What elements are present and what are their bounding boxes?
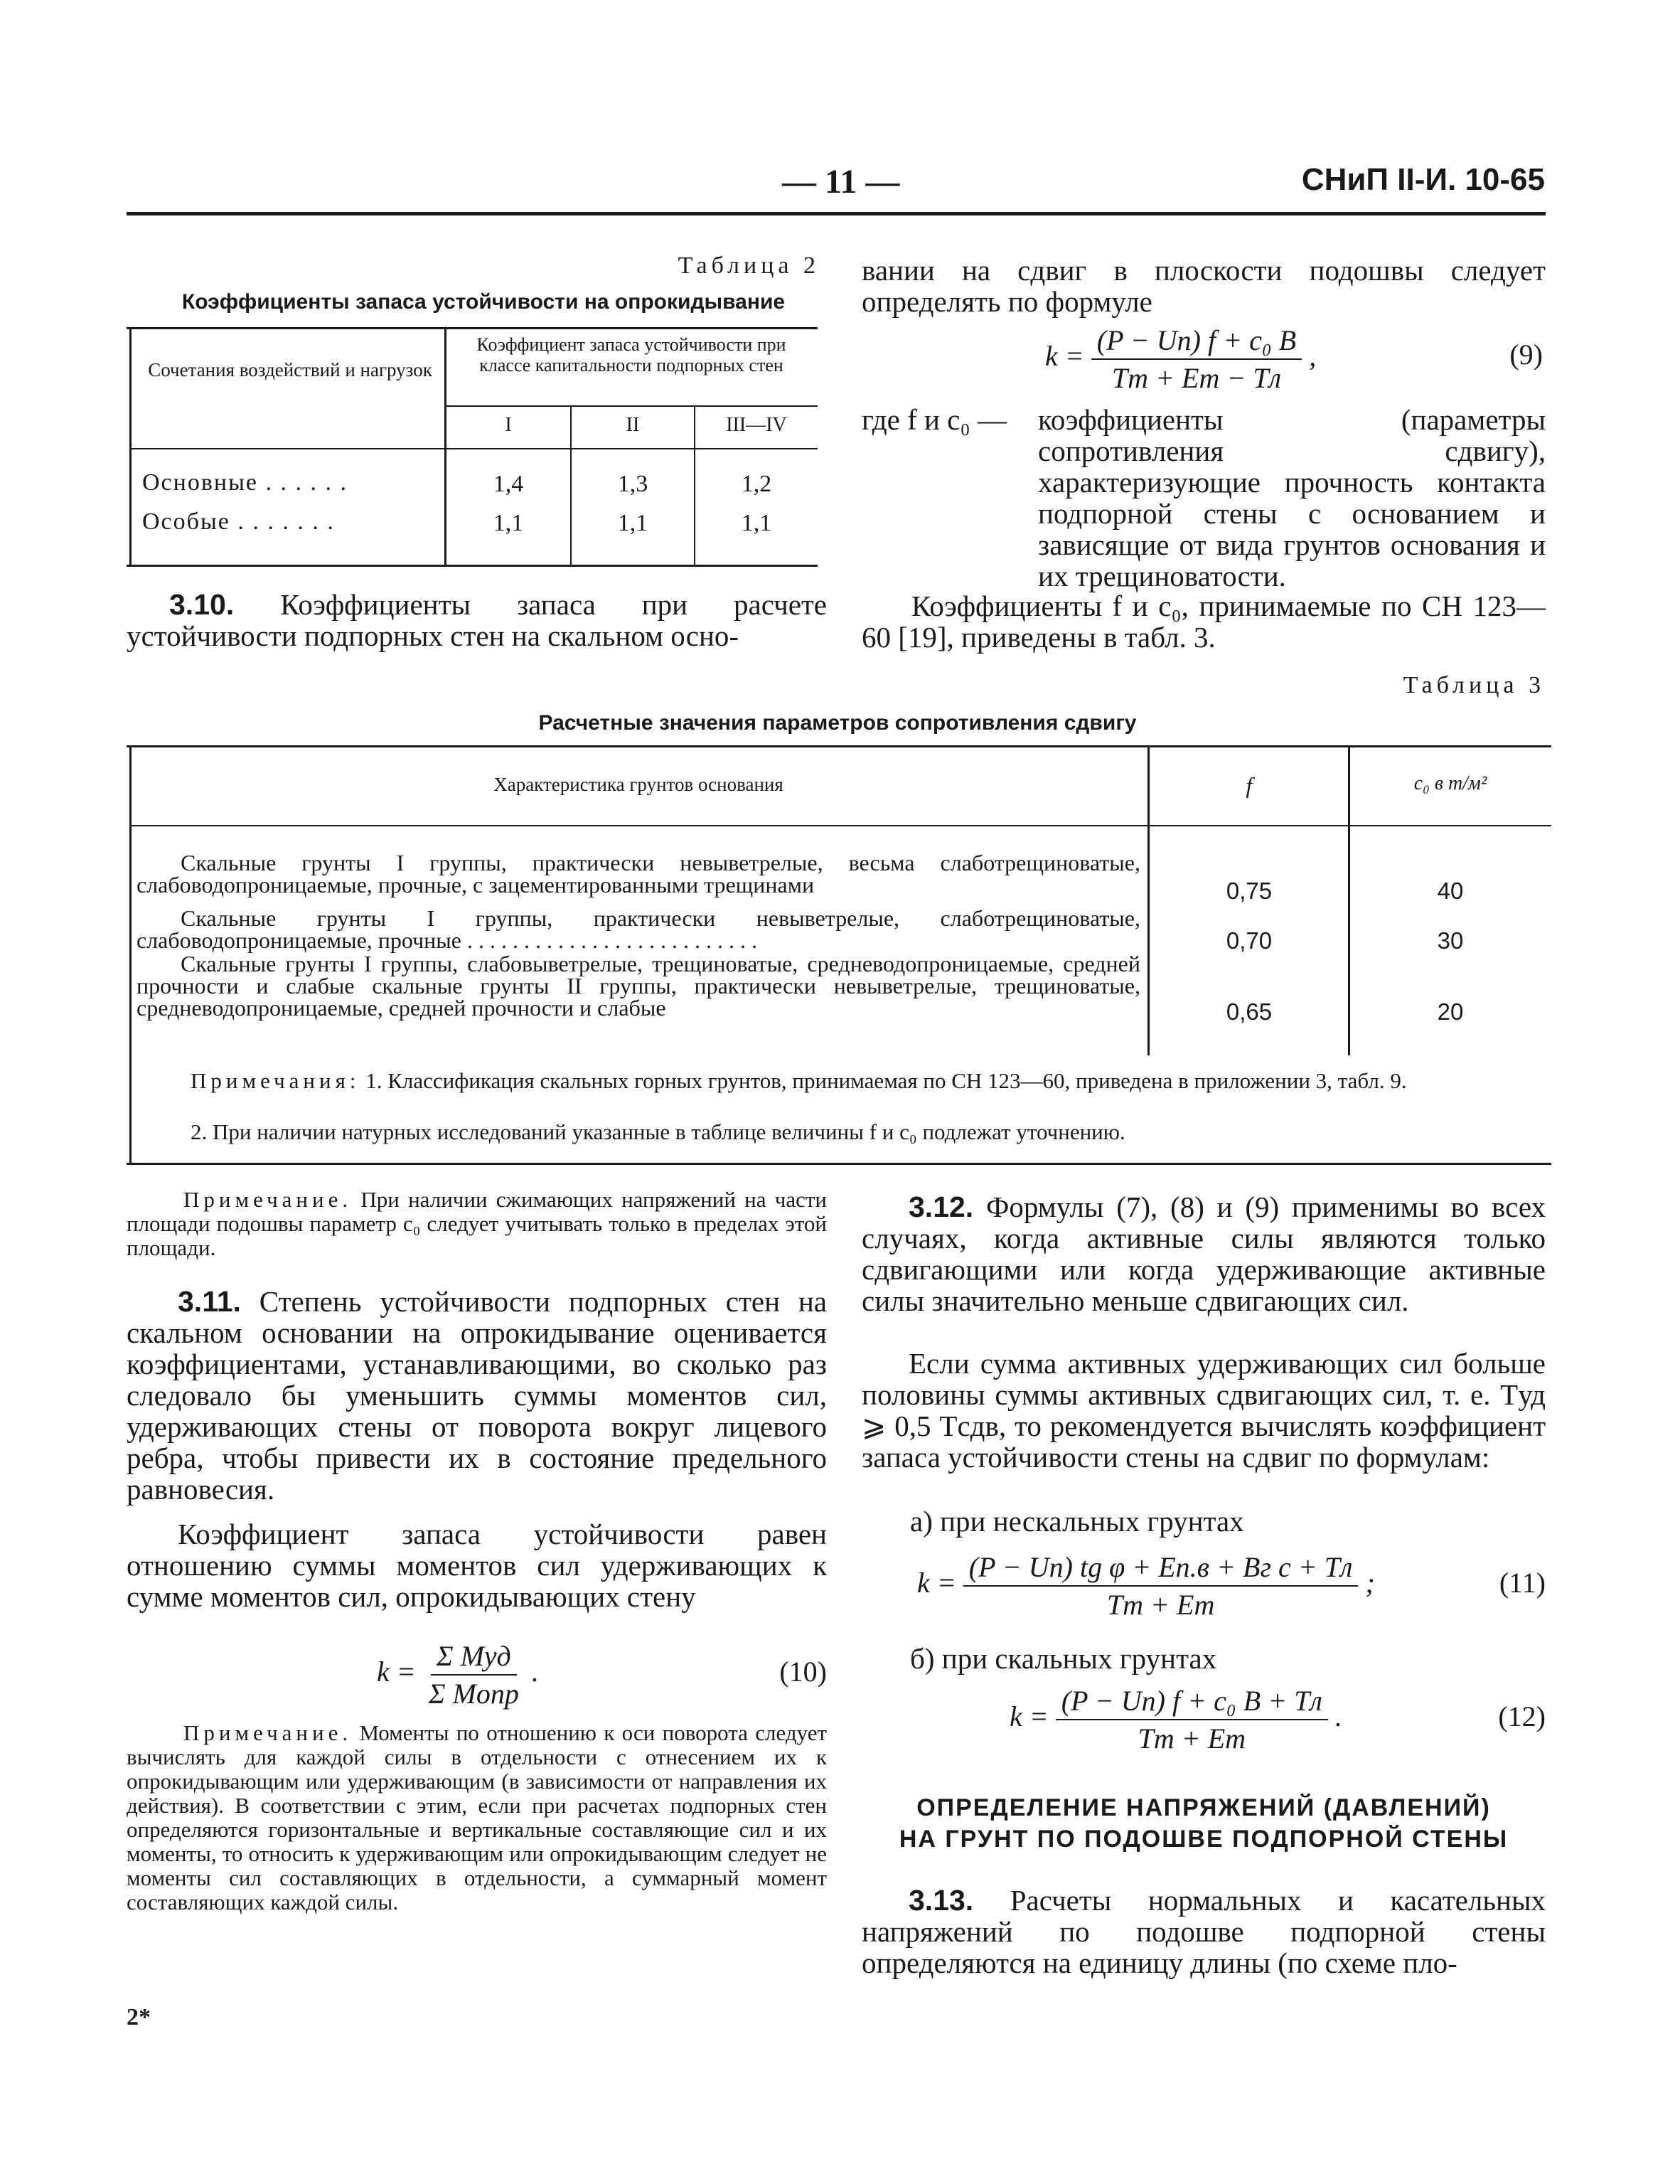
table3-head-f: f (1246, 772, 1253, 798)
table2-cell: 1,1 (741, 510, 772, 536)
paragraph-3-11-ratio: Коэффициент запаса устойчивости равен отношению суммы моментов сил удерживающих к сумме моментов сил, опрокидывающих стену (127, 1518, 827, 1613)
table3-row-3-desc: Скальные грунты I группы, слабовыветрелые, трещиноватые, средневодопроницаемые, средней прочности и слабые скальные грунты II группы, практически невыветрелые, трещиноватые, средневодопроницаемые, средней прочности и слабые (137, 951, 1140, 1021)
equation-number: (10) (779, 1656, 827, 1688)
paragraph-number: 3.12. (909, 1190, 974, 1223)
table2-left-rule (129, 327, 132, 567)
formula-denominator: Tт + Eт (1106, 1589, 1215, 1621)
table3-col-divider-1 (1147, 745, 1150, 1055)
table2-title: Коэффициенты запаса устойчивости на опрокидывание (181, 290, 786, 314)
table2-class-2: II (626, 414, 640, 436)
formula-denominator: Tт + Eт (1138, 1722, 1246, 1754)
note-label: Примечание. (183, 1187, 353, 1212)
table3-row-2-f: 0,70 (1226, 927, 1273, 954)
formula-lhs: k = (1010, 1700, 1049, 1733)
table2-label: Таблица 2 (678, 252, 820, 279)
document-code: СНиП II-И. 10-65 (1301, 162, 1545, 197)
formula-lhs: k = (377, 1656, 416, 1688)
table3-row-1-f: 0,75 (1226, 878, 1273, 904)
table2-head-group: Коэффициент запаса устойчивости при классе капитальности подпорных стен (476, 334, 786, 375)
case-b: б) при скальных грунтах (910, 1642, 1217, 1675)
formula-numerator: Σ Mуд (431, 1639, 517, 1676)
table3-row-3-c0: 20 (1437, 998, 1464, 1025)
table2-cell: 1,3 (617, 471, 648, 497)
paragraph-number: 3.10. (169, 588, 235, 621)
table2-top-rule (127, 327, 818, 329)
formula-denominator: Tт + Eт − Tл (1111, 362, 1282, 394)
section-heading-line: НА ГРУНТ ПО ПОДОШВЕ ПОДПОРНОЙ СТЕНЫ (899, 1826, 1509, 1853)
where-lead: где f и c₀ — (862, 403, 1007, 436)
table3-row-2-c0: 30 (1437, 927, 1464, 954)
table3-row-1-c0: 40 (1437, 878, 1464, 904)
table3-note-1: Примечания: 1. Классификация скальных горных грунтов, принимаемая по СН 123—60, приведена в приложении 3, табл. 9. (191, 1068, 1407, 1093)
formula-11: k = $\frac{\text{(P − Uп) tg φ + Eп.в + Bг c + Tл}}{Tт + Eт}$ ; (11) (917, 1551, 1546, 1621)
table2-cell: 1,1 (617, 510, 648, 536)
table2-cell: 1,2 (741, 471, 772, 497)
table2-cell: 1,1 (493, 510, 524, 536)
paragraph-3-12-condition: Если сумма активных удерживающих сил больше половины суммы активных сдвигающих сил, т. е. Tуд ⩾ 0,5 Tсдв, то рекомендуется вычислять коэффициент запаса устойчивости стены на сдвиг по формулам: (862, 1347, 1546, 1474)
table3-col-divider-2 (1348, 745, 1350, 1055)
paragraph-number: 3.13. (909, 1884, 974, 1917)
paragraph-3-13: 3.13. Расчеты нормальных и касательных напряжений по подошве подпорной стены определяются на единицу длины (по схеме пло- (862, 1884, 1546, 1979)
paragraph-number: 3.11. (178, 1285, 241, 1318)
paragraph-3-12: 3.12. Формулы (7), (8) и (9) применимы во всех случаях, когда активные силы являются только сдвигающими или когда удерживающие активные силы значительно меньше сдвигающих сил. (862, 1190, 1546, 1317)
formula-12: k = $\frac{\text{(P − Uп) f + c₀ B + Tл}}{Tт + Eт}$ . (12) (1010, 1685, 1546, 1754)
formula-numerator: (P − Uп) tg φ + Eп.в + Bг c + Tл (963, 1550, 1359, 1587)
table3-row-1-desc: Скальные грунты I группы, практически невыветрелые, весьма слаботрещиноватые, слабоводопроницаемые, прочные, с зацементированными трещинами (137, 850, 1140, 897)
formula-lhs: k = (1045, 340, 1084, 373)
paragraph-3-10-continued: вании на сдвиг в плоскости подошвы следует определять по формуле (862, 254, 1546, 318)
table3-bottom-rule (127, 1163, 1551, 1165)
table2-row-special: Особые . . . . . . . (142, 508, 335, 535)
where-definition: коэффициенты (параметры сопротивления сдвигу), характеризующие прочность контакта подпорной стены с основанием и зависящие от вида грунтов основания и их трещиноватости. (1038, 403, 1546, 592)
notes-label: Примечания: (191, 1068, 360, 1093)
table2 (127, 327, 818, 567)
equation-number: (9) (1509, 339, 1543, 371)
note-moments: Примечание. Моменты по отношению к оси поворота следует вычислять для каждой силы в отдельности с отнесением их к опрокидывающим или удерживающим (в зависимости от направления их действия). В соответствии с этим, если при расчетах подпорных стен определяются горизонтальные и вертикальные составляющие сил и их моменты, то относить к удерживающим или опрокидывающим следует не моменты сил составляющих в отдельности, а суммарный момент составляющих каждой силы. (127, 1720, 828, 1914)
table2-cell: 1,4 (493, 471, 524, 497)
table3-row-3-f: 0,65 (1226, 998, 1273, 1025)
formula-fraction (423, 1639, 525, 1710)
table3-head-c0: c₀ в т/м² (1413, 772, 1487, 794)
table3 (127, 745, 1551, 1165)
table2-class-3: III—IV (726, 414, 787, 436)
formula-lhs: k = (917, 1567, 956, 1599)
table3-note-2: 2. При наличии натурных исследований указанные в таблице величины f и c₀ подлежат уточнению. (191, 1119, 1125, 1144)
note-label: Примечание. (183, 1720, 353, 1745)
table3-head-soil: Характеристика грунтов основания (493, 774, 783, 795)
table3-top-rule (127, 745, 1551, 747)
note-c0: Примечание. При наличии сжимающих напряжений на части площади подошвы параметр c₀ следует учитывать только в пределах этой площади. (127, 1187, 828, 1260)
table2-head-rule (129, 448, 818, 449)
table2-bottom-rule (127, 565, 818, 567)
equation-number: (11) (1499, 1567, 1546, 1599)
table3-row-2-desc: Скальные грунты I группы, практически невыветрелые, слаботрещиноватые, слабоводопроницаемые, прочные . . . . . . . . . . . . . . . . . . . . . . . . . . (137, 905, 1140, 953)
formula-9: k = $\frac{\text{(P − Uп) f + c₀ B}}{Tт + Eт - Tл}$ , (9) (1045, 324, 1543, 394)
table2-row-main: Основные . . . . . . (142, 469, 348, 496)
formula-numerator: (P − Uп) f + c₀ B (1091, 324, 1302, 360)
section-heading (862, 1792, 1546, 1855)
sheet-mark: 2* (127, 2004, 151, 2030)
formula-fraction (963, 1550, 1359, 1621)
coefficients-reference: Коэффициенты f и c₀, принимаемые по СН 123—60 [19], приведены в табл. 3. (862, 590, 1546, 654)
table3-head-rule (129, 825, 1551, 826)
table2-head-combinations: Сочетания воздействий и нагрузок (148, 359, 432, 380)
section-heading-line: ОПРЕДЕЛЕНИЕ НАПРЯЖЕНИЙ (ДАВЛЕНИЙ) (916, 1794, 1491, 1821)
header-rule (127, 212, 1546, 215)
page-number: — 11 — (782, 163, 900, 201)
formula-fraction (1056, 1684, 1328, 1755)
table2-class-1: I (505, 414, 512, 436)
table2-group-rule (445, 405, 818, 407)
formula-fraction (1091, 324, 1302, 395)
formula-10: k = $\frac{\text{Σ Mуд}}{\text{Σ Mопр}}$ . (10) (377, 1640, 827, 1710)
formula-numerator: (P − Uп) f + c₀ B + Tл (1056, 1684, 1328, 1720)
paragraph-3-10: 3.10. Коэффициенты запаса при расчете устойчивости подпорных стен на скальном осно- (127, 588, 828, 652)
table3-title: Расчетные значения параметров сопротивления сдвигу (538, 711, 1137, 735)
case-a: а) при нескальных грунтах (910, 1505, 1244, 1538)
paragraph-3-11: 3.11. Степень устойчивости подпорных стен на скальном основании на опрокидывание оценивается коэффициентами, устанавливающими, во сколько раз следовало бы уменьшить суммы моментов сил, удерживающих стены от поворота вокруг лицевого ребра, чтобы привести их в состояние предельного равновесия. (127, 1285, 827, 1506)
table3-label: Таблица 3 (1403, 672, 1545, 698)
equation-number: (12) (1498, 1700, 1546, 1732)
table3-left-rule (129, 745, 132, 1165)
formula-denominator: Σ Mопр (428, 1678, 519, 1710)
